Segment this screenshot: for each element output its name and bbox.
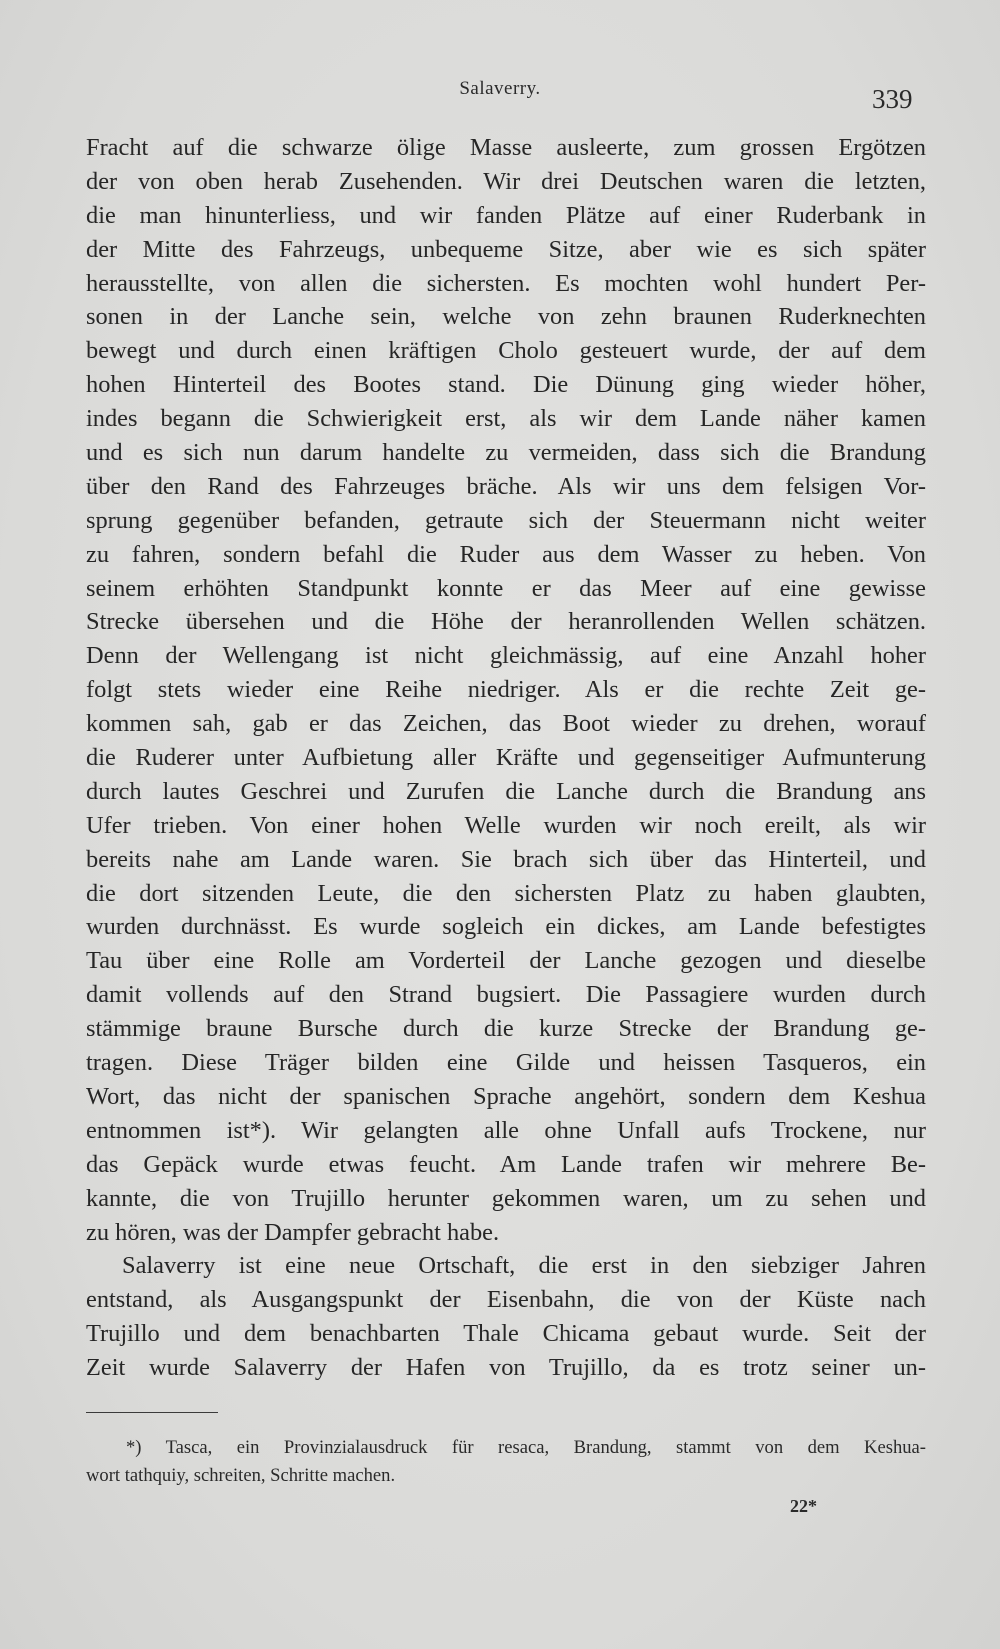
text-line: seinem erhöhten Standpunkt konnte er das Meer auf eine gewisse [86,574,926,602]
footnote-line: wort tathquiy, schreiten, Schritte machen. [86,1465,396,1486]
text-line: folgt stets wieder eine Reihe niedriger. Als er die rechte Zeit ge- [86,676,926,704]
text-line: entstand, als Ausgangspunkt der Eisenbahn, die von der Küste nach [86,1286,926,1314]
text-line: indes begann die Schwierigkeit erst, als wir dem Lande näher kamen [86,405,926,433]
text-line: zu fahren, sondern befahl die Ruder aus dem Wasser zu heben. Von [86,540,926,568]
text-line: durch lautes Geschrei und Zurufen die Lanche durch die Brandung ans [86,777,926,805]
text-line: Fracht auf die schwarze ölige Masse ausleerte, zum grossen Ergötzen [86,134,926,161]
text-line: wurden durchnässt. Es wurde sogleich ein dickes, am Lande befestigtes [86,913,926,941]
text-line: Zeit wurde Salaverry der Hafen von Trujillo, da es trotz seiner un- [86,1354,926,1382]
text-line: bereits nahe am Lande waren. Sie brach sich über das Hinterteil, und [86,845,926,873]
paragraph-end-line: zu hören, was der Dampfer gebracht habe. [86,1218,500,1246]
body-text [86,131,926,1385]
text-line: der Mitte des Fahrzeugs, unbequeme Sitze, aber wie es sich später [86,235,926,263]
text-line: bewegt und durch einen kräftigen Cholo gesteuert wurde, der auf dem [86,337,926,365]
text-line: damit vollends auf den Strand bugsiert. Die Passagiere wurden durch [86,981,926,1009]
text-line: der von oben herab Zusehenden. Wir drei Deutschen waren die letzten, [86,167,926,195]
text-line: die man hinunterliess, und wir fanden Plätze auf einer Ruderbank in [86,201,926,229]
text-line: Trujillo und dem benachbarten Thale Chicama gebaut wurde. Seit der [86,1320,926,1348]
text-line: sprung gegenüber befanden, getraute sich der Steuermann nicht weiter [86,506,926,534]
footnote-divider [86,1412,218,1413]
footnote-line: *) Tasca, ein Provinzialausdruck für resaca, Brandung, stammt von dem Keshua- [126,1437,926,1458]
text-line: die Ruderer unter Aufbietung aller Kräfte und gegenseitiger Aufmunterung [86,744,926,772]
text-line: und es sich nun darum handelte zu vermeiden, dass sich die Brandung [86,439,926,467]
text-line: Strecke übersehen und die Höhe der heranrollenden Wellen schätzen. [86,608,926,636]
text-line: Wort, das nicht der spanischen Sprache angehört, sondern dem Keshua [86,1082,926,1110]
text-line: kommen sah, gab er das Zeichen, das Boot wieder zu drehen, worauf [86,710,926,738]
text-line: herausstellte, von allen die sichersten. Es mochten wohl hundert Per- [86,269,926,297]
footnote [86,1434,926,1490]
text-line: Tau über eine Rolle am Vorderteil der Lanche gezogen und dieselbe [86,947,926,975]
text-line: entnommen ist*). Wir gelangten alle ohne Unfall aufs Trockene, nur [86,1116,926,1144]
text-line: Ufer trieben. Von einer hohen Welle wurden wir noch ereilt, als wir [86,811,926,839]
paragraph-start-line: Salaverry ist eine neue Ortschaft, die erst in den siebziger Jahren [122,1252,926,1280]
text-line: das Gepäck wurde etwas feucht. Am Lande trafen wir mehrere Be- [86,1150,926,1178]
text-line: tragen. Diese Träger bilden eine Gilde und heissen Tasqueros, ein [86,1049,926,1077]
signature-mark: 22* [790,1496,817,1516]
text-line: kannte, die von Trujillo herunter gekommen waren, um zu sehen und [86,1184,926,1212]
running-title: Salaverry. [459,78,541,99]
text-line: Denn der Wellengang ist nicht gleichmässig, auf eine Anzahl hoher [86,642,926,670]
text-line: stämmige braune Bursche durch die kurze Strecke der Brandung ge- [86,1015,926,1043]
text-line: sonen in der Lanche sein, welche von zehn braunen Ruderknechten [86,303,926,331]
text-line: über den Rand des Fahrzeuges bräche. Als wir uns dem felsigen Vor- [86,472,926,500]
text-line: die dort sitzenden Leute, die den sichersten Platz zu haben glaubten, [86,879,926,907]
page-number: 339 [872,84,913,114]
text-line: hohen Hinterteil des Bootes stand. Die Dünung ging wieder höher, [86,371,926,399]
